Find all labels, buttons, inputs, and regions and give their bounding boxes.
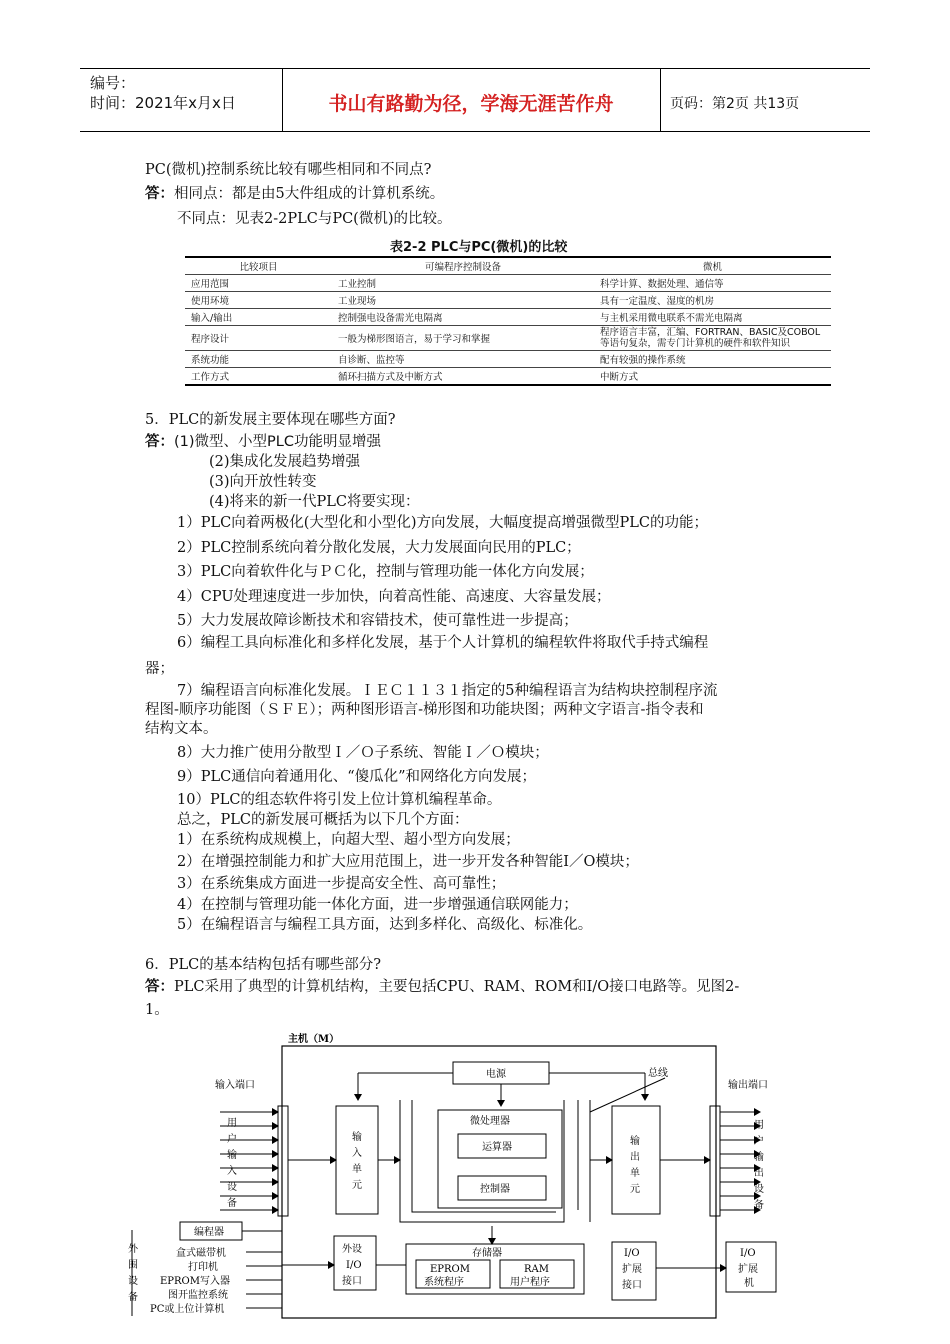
eprom-label: EPROM — [430, 1264, 470, 1275]
peripheral-item: 打印机 — [188, 1262, 218, 1273]
comparison-table — [185, 256, 831, 386]
peripheral-group-label — [128, 1242, 139, 1303]
power-label: 电源 — [486, 1069, 506, 1080]
table-cell: 自诊断、监控等 — [332, 351, 594, 368]
out-port-label: 输出端口 — [728, 1080, 768, 1091]
table-cell: 科学计算、数据处理、通信等 — [594, 275, 831, 292]
q5-item: 7）编程语言向标准化发展。ＩＥＣ１１３１指定的5种编程语言为结构块控制程序流 — [177, 683, 718, 699]
peripheral-item: 图开监控系统 — [168, 1290, 228, 1301]
input-unit-label — [352, 1130, 362, 1191]
host-label: 主机（M） — [288, 1034, 340, 1045]
table-cell: 与主机采用微电联系不需光电隔离 — [594, 309, 831, 326]
svg-text:扩展: 扩展 — [738, 1264, 758, 1275]
peripheral-item: 编程器 — [194, 1227, 224, 1238]
svg-text:I/O: I/O — [624, 1248, 640, 1259]
q5-item: 器； — [145, 661, 174, 677]
svg-text:接口: 接口 — [622, 1280, 642, 1291]
q5-summary-item: 1）在系统构成规模上，向超大型、超小型方向发展； — [177, 832, 520, 848]
svg-text:扩展: 扩展 — [622, 1264, 642, 1275]
table-header-row — [185, 257, 831, 275]
table-row — [185, 351, 831, 368]
q6-answer — [145, 977, 739, 997]
svg-text:输: 输 — [630, 1136, 640, 1147]
table-row — [185, 326, 831, 351]
q4-same: 相同点：都是由5大件组成的计算机系统。 — [174, 186, 445, 202]
q5-summary-item: 3）在系统集成方面进一步提高安全性、高可靠性； — [177, 876, 506, 892]
cpu-label: 微处理器 — [470, 1116, 510, 1127]
q4-answer — [145, 184, 444, 204]
table-cell: 程序设计 — [185, 326, 332, 351]
svg-text:出: 出 — [630, 1152, 640, 1163]
table-cell: 工业现场 — [332, 292, 594, 309]
q5-item: 4）CPU处理速度进一步加快，向着高性能、高速度、大容量发展； — [177, 589, 611, 605]
bus-label: 总线 — [648, 1068, 668, 1079]
alu-label: 运算器 — [482, 1142, 512, 1153]
q5-summary-item: 5）在编程语言与编程工具方面，达到多样化、高级化、标准化。 — [177, 917, 593, 933]
svg-text:备: 备 — [754, 1200, 764, 1211]
q5-item: 6）编程工具向标准化和多样化发展，基于个人计算机的编程软件将取代手持式编程 — [177, 635, 709, 651]
user-input-label — [227, 1117, 237, 1209]
controller-label: 控制器 — [480, 1184, 510, 1195]
q5-item: 结构文本。 — [145, 721, 218, 737]
svg-text:入: 入 — [352, 1148, 362, 1159]
q5-item: 3）PLC向着软件化与ＰＣ化，控制与管理功能一体化方向发展； — [177, 564, 594, 580]
answer-label: 答： — [145, 186, 174, 202]
q5-item: 9）PLC通信向着通用化、“傻瓜化”和网络化方向发展； — [177, 769, 537, 785]
q5-item: 10）PLC的组态软件将引发上位计算机编程革命。 — [177, 792, 502, 808]
svg-text:设: 设 — [227, 1182, 237, 1193]
svg-text:用: 用 — [754, 1120, 764, 1131]
svg-text:设: 设 — [128, 1276, 138, 1287]
q5-item: 程图-顺序功能图（ＳＦＥ）；两种图形语言-梯形图和功能块图；两种文字语言-指令表和 — [145, 702, 704, 718]
header-motto: 书山有路勤为径，学海无涯苦作舟 — [328, 93, 614, 115]
table-header: 可编程序控制设备 — [332, 257, 594, 275]
q5-p1 — [145, 432, 381, 452]
svg-text:I/O: I/O — [346, 1260, 362, 1271]
svg-text:外设: 外设 — [342, 1244, 362, 1255]
table-row — [185, 309, 831, 326]
peripheral-item: EPROM写入器 — [160, 1276, 230, 1287]
svg-text:外: 外 — [128, 1244, 138, 1255]
q5-p3: (3)向开放性转变 — [209, 474, 317, 490]
header-divider — [660, 69, 661, 131]
output-port-strip — [710, 1106, 720, 1216]
table-cell: 系统功能 — [185, 351, 332, 368]
table-header: 比较项目 — [185, 257, 332, 275]
svg-text:备: 备 — [128, 1292, 138, 1303]
peripheral-item: PC或上位计算机 — [150, 1304, 225, 1315]
svg-text:入: 入 — [227, 1166, 237, 1177]
q5-summary-item: 2）在增强控制能力和扩大应用范围上，进一步开发各种智能I／O模块； — [177, 854, 639, 870]
user-output-label — [754, 1119, 764, 1211]
q5-summary: 总之，PLC的新发展可概括为以下几个方面： — [177, 812, 469, 828]
page-header — [80, 68, 870, 132]
q5-item: 5）大力发展故障诊断技术和容错技术，使可靠性进一步提高； — [177, 613, 578, 629]
table-cell: 程序语言丰富，汇编、FORTRAN、BASIC及COBOL等语句复杂，需专门计算机的硬件和软件知识 — [594, 326, 831, 351]
q4-diff: 不同点：见表2-2PLC与PC(微机)的比较。 — [177, 211, 452, 227]
peripheral-item: 盒式磁带机 — [176, 1248, 226, 1259]
io-ext-if-label — [622, 1248, 642, 1291]
table-header: 微机 — [594, 257, 831, 275]
svg-text:单: 单 — [352, 1164, 362, 1175]
svg-text:接口: 接口 — [342, 1276, 362, 1287]
svg-text:用: 用 — [227, 1118, 237, 1129]
svg-text:元: 元 — [630, 1184, 640, 1195]
output-unit-label — [630, 1134, 640, 1195]
table-cell: 应用范围 — [185, 275, 332, 292]
q4-question: PC(微机)控制系统比较有哪些相同和不同点? — [145, 162, 432, 178]
table-cell: 输入/输出 — [185, 309, 332, 326]
ram-label: RAM — [524, 1264, 549, 1275]
svg-text:户: 户 — [754, 1136, 764, 1147]
table-row — [185, 275, 831, 292]
answer-label: 答： — [145, 979, 174, 995]
svg-text:输: 输 — [754, 1152, 764, 1163]
peripheral-lines — [242, 1231, 406, 1308]
svg-text:输: 输 — [227, 1150, 237, 1161]
q5-question: 5．PLC的新发展主要体现在哪些方面? — [145, 412, 396, 428]
ram-sub: 用户程序 — [510, 1277, 550, 1288]
svg-text:设: 设 — [754, 1184, 764, 1195]
q5-item: 1）PLC向着两极化(大型化和小型化)方向发展，大幅度提高增强微型PLC的功能； — [177, 515, 708, 531]
date-label: 时间：2021年x月x日 — [90, 94, 236, 112]
q5-p1-text: (1)微型、小型PLC功能明显增强 — [174, 434, 381, 450]
q5-p4: (4)将来的新一代PLC将要实现： — [209, 494, 420, 510]
q6-answer-text: PLC采用了典型的计算机结构，主要包括CPU、RAM、ROM和I/O接口电路等。见图2- — [174, 979, 740, 995]
table-cell: 循环扫描方式及中断方式 — [332, 368, 594, 386]
header-meta — [90, 73, 236, 113]
table-cell: 控制强电设备需光电隔离 — [332, 309, 594, 326]
q5-item: 2）PLC控制系统向着分散化发展，大力发展面向民用的PLC； — [177, 540, 581, 556]
q6-question: 6．PLC的基本结构包括有哪些部分? — [145, 957, 381, 973]
table-cell: 配有较强的操作系统 — [594, 351, 831, 368]
q5-item: 8）大力推广使用分散型Ｉ／Ｏ子系统、智能Ｉ／Ｏ模块； — [177, 745, 549, 761]
table-cell: 工业控制 — [332, 275, 594, 292]
q5-summary-item: 4）在控制与管理功能一体化方面，进一步增强通信联网能力； — [177, 897, 578, 913]
svg-text:围: 围 — [128, 1260, 138, 1271]
table-cell: 中断方式 — [594, 368, 831, 386]
svg-text:输: 输 — [352, 1132, 362, 1143]
table-caption: 表2-2 PLC与PC(微机)的比较 — [390, 240, 568, 255]
ext-if-label — [342, 1242, 362, 1287]
io-ext-label — [738, 1248, 758, 1289]
svg-text:备: 备 — [227, 1198, 237, 1209]
svg-text:单: 单 — [630, 1168, 640, 1179]
q5-p2: (2)集成化发展趋势增强 — [209, 454, 361, 470]
table-cell: 使用环境 — [185, 292, 332, 309]
bus-pointer — [590, 1078, 665, 1112]
in-port-label: 输入端口 — [215, 1080, 255, 1091]
eprom-sub: 系统程序 — [424, 1277, 464, 1288]
answer-label: 答： — [145, 434, 174, 450]
q6-answer-cont: 1。 — [145, 1002, 169, 1018]
svg-text:户: 户 — [227, 1134, 237, 1145]
table-cell: 一般为梯形图语言，易于学习和掌握 — [332, 326, 594, 351]
table-row — [185, 368, 831, 386]
svg-text:出: 出 — [754, 1168, 764, 1179]
table-cell: 具有一定温度、湿度的机房 — [594, 292, 831, 309]
plc-structure-diagram — [120, 1030, 800, 1320]
svg-text:I/O: I/O — [740, 1248, 756, 1259]
table-row — [185, 292, 831, 309]
number-label: 编号： — [90, 74, 136, 92]
table-cell: 工作方式 — [185, 368, 332, 386]
svg-text:元: 元 — [352, 1180, 362, 1191]
page-info: 页码：第2页 共13页 — [670, 96, 800, 112]
input-unit-box — [336, 1106, 378, 1214]
svg-text:机: 机 — [744, 1278, 754, 1289]
memory-label: 存储器 — [472, 1248, 502, 1259]
input-port-strip — [278, 1106, 288, 1216]
